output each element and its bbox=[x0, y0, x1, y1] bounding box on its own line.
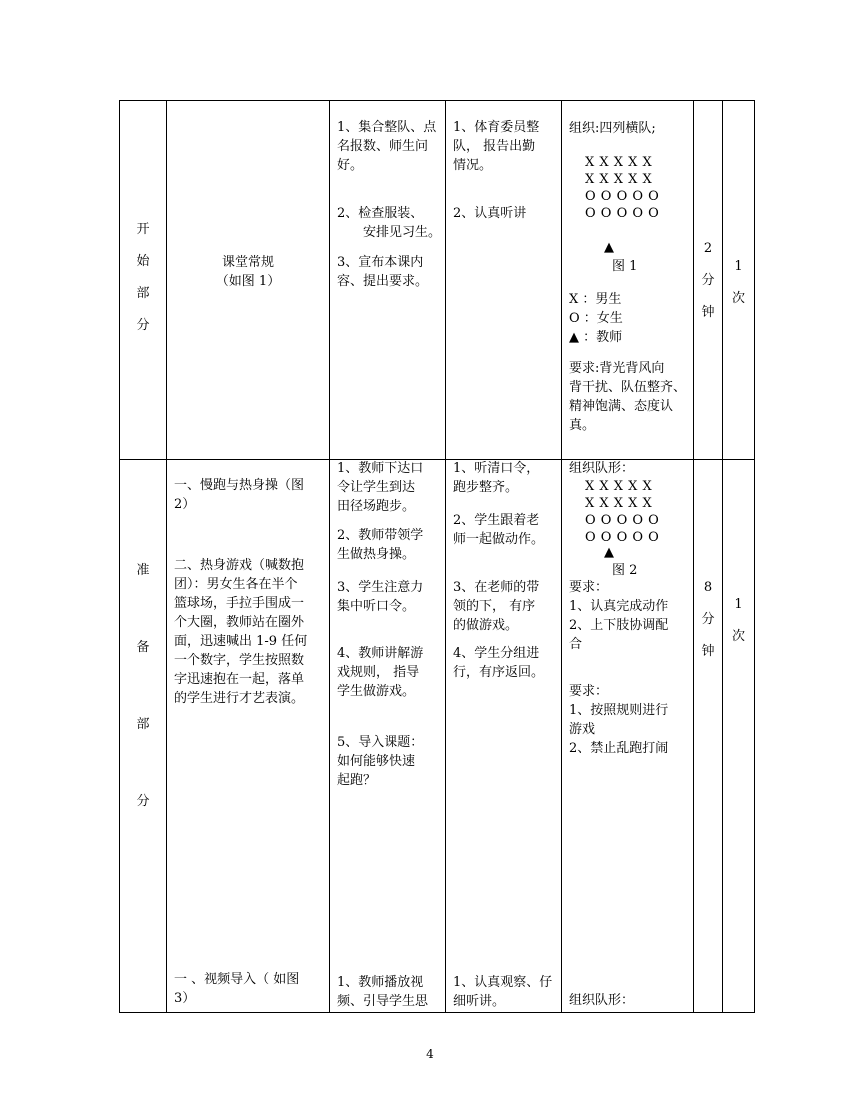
student-cell-start bbox=[446, 101, 562, 460]
duration: 8 分 钟 bbox=[701, 580, 715, 659]
repetitions: 1 次 bbox=[731, 597, 745, 644]
section-cell-prepare bbox=[120, 460, 167, 1013]
section-label-start: 开 始 部 分 bbox=[136, 222, 150, 333]
teacher-step-5: 5、导入课题： 如何能够快速 起跑？ bbox=[337, 735, 424, 788]
requirement-text: 要求:背光背风向 背干扰、队伍整齐、 精神饱满、态度认 真。 bbox=[569, 361, 687, 433]
content-cell-prepare bbox=[167, 460, 330, 1013]
teacher-step-3: 3、学生注意力 集中听口令。 bbox=[337, 580, 424, 614]
teacher-step-1: 1、教师下达口 令让学生到达 田径场跑步。 bbox=[337, 461, 424, 514]
section-label-prepare: 准 备 部 分 bbox=[136, 563, 150, 809]
content-item-game: 二、热身游戏（喊数抱 团）：男女生各在半个 篮球场，手拉手围成一 个大圈，教师站在圈外 面，迅速喊出 1-9 任何 一个数字，学生按照数 字迅速抱在一起，落单 的学生进行才艺表演。 bbox=[174, 558, 308, 706]
teacher-step-4: 4、教师讲解游 戏规则， 指导 学生做游戏。 bbox=[337, 646, 424, 699]
content-item-jog: 一、慢跑与热身操（图 2） bbox=[174, 478, 305, 512]
org-heading: 组织队形： bbox=[569, 461, 635, 476]
teacher-step-video: 1、教师播放视 频、引导学生思 bbox=[337, 975, 429, 1009]
student-step-1: 1、体育委员整 队， 报告出勤 情况。 bbox=[453, 120, 540, 173]
student-step-1: 1、听清口令， 跑步整齐。 bbox=[453, 461, 540, 495]
formation-diagram-2: X X X X X X X X X X O O O O O O O O O O bbox=[585, 479, 660, 545]
duration: 2 分 钟 bbox=[701, 241, 715, 320]
student-step-2: 2、学生跟着老 师一起做动作。 bbox=[453, 513, 545, 547]
teacher-step-3: 3、宣布本课内 容、提出要求。 bbox=[337, 255, 429, 289]
teacher-cell-start bbox=[330, 101, 446, 460]
figure-label-1: 图 1 bbox=[612, 259, 638, 274]
count-cell-start bbox=[723, 101, 755, 460]
student-cell-prepare bbox=[446, 460, 562, 1013]
org-heading-2: 组织队形： bbox=[569, 993, 635, 1008]
student-step-4: 4、学生分组进 行，有序返回。 bbox=[453, 646, 545, 680]
organization-cell-prepare bbox=[562, 460, 694, 1013]
requirement-text-1: 要求： 1、认真完成动作 2、上下肢协调配 合 bbox=[569, 580, 669, 652]
org-heading: 组织:四列横队; bbox=[569, 121, 656, 136]
student-step-video: 1、认真观察、仔 细听讲。 bbox=[453, 975, 553, 1009]
table-row-prepare bbox=[120, 460, 755, 1013]
formation-diagram-1: X X X X X X X X X X O O O O O O O O O O bbox=[585, 155, 660, 221]
teacher-cell-prepare bbox=[330, 460, 446, 1013]
repetitions: 1 次 bbox=[731, 259, 745, 306]
teacher-step-2: 2、教师带领学 生做热身操。 bbox=[337, 528, 424, 562]
page-number: 4 bbox=[426, 1047, 434, 1061]
student-step-3: 3、在老师的带 领的下， 有序 的做游戏。 bbox=[453, 580, 540, 633]
table-row-start bbox=[120, 101, 755, 460]
section-cell-start bbox=[120, 101, 167, 460]
count-cell-prepare bbox=[723, 460, 755, 1013]
teacher-triangle-icon: ▲ bbox=[604, 240, 614, 255]
figure-label-2: 图 2 bbox=[612, 563, 638, 578]
teacher-triangle-icon: ▲ bbox=[604, 545, 614, 560]
requirement-text-2: 要求： 1、按照规则进行 游戏 2、禁止乱跑打闹 bbox=[569, 684, 669, 756]
content-title: 课堂常规 （如图 1） bbox=[215, 255, 281, 289]
legend: X ：男生 O ：女生 ▲ ：教师 bbox=[569, 292, 623, 345]
content-item-video: 一 、视频导入（ 如图 3） bbox=[174, 972, 300, 1006]
content-cell-start bbox=[167, 101, 330, 460]
student-step-2: 2、认真听讲 bbox=[453, 206, 527, 221]
teacher-step-2: 2、检查服装、 安排见习生。 bbox=[337, 206, 442, 240]
organization-cell-start bbox=[562, 101, 694, 460]
time-cell-start bbox=[694, 101, 723, 460]
lesson-plan-table bbox=[119, 100, 755, 1013]
teacher-step-1: 1、集合整队、点 名报数、师生问 好。 bbox=[337, 120, 437, 173]
time-cell-prepare bbox=[694, 460, 723, 1013]
